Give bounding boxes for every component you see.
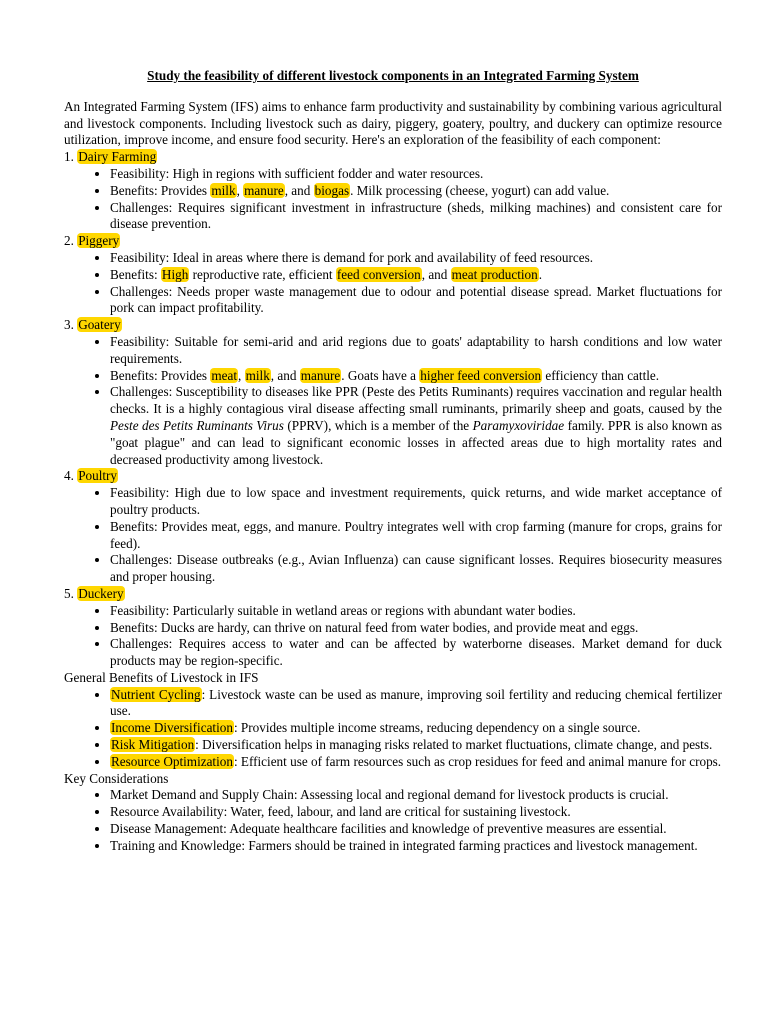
section-title: Piggery xyxy=(78,233,120,249)
bullet-item xyxy=(110,284,722,318)
bullet-item xyxy=(110,737,722,754)
text-run: Benefits: Provides meat, eggs, and manure. Poultry integrates well with crop farming (manure for crops, grains for feed). xyxy=(110,518,722,551)
text-run: Challenges: Requires access to water and can be affected by waterborne diseases. Market demand for duck products may be region-specific. xyxy=(110,636,722,669)
text-run: Benefits: Ducks are hardy, can thrive on natural feed from water bodies, and provide meat and eggs. xyxy=(110,619,639,635)
text-run: , and xyxy=(284,182,314,198)
bullet-item xyxy=(110,485,722,519)
document-title: Study the feasibility of different livestock components in an Integrated Farming System xyxy=(147,68,639,83)
text-run: Resource Availability: Water, feed, labour, and land are critical for sustaining livestock. xyxy=(110,804,571,820)
section-title: Goatery xyxy=(78,317,121,333)
highlighted-term: milk xyxy=(245,367,270,383)
bullet-item xyxy=(110,687,722,721)
bullet-item xyxy=(110,603,722,620)
highlighted-term: manure xyxy=(300,367,341,383)
text-run: Benefits: xyxy=(110,266,161,282)
highlighted-term: Risk Mitigation xyxy=(111,737,195,753)
text-run: family. PPR is also known as "goat plague" and can lead to significant economic losses in affected areas due to high mortality rates and decreased productivity among livestock. xyxy=(110,417,722,467)
text-run: . xyxy=(538,266,543,282)
section-bullet-list xyxy=(64,603,722,670)
section-number: 3. xyxy=(64,317,78,333)
text-run: : Provides multiple income streams, reducing dependency on a single source. xyxy=(233,720,641,736)
text-run: Challenges: Requires significant investment in infrastructure (sheds, milking machines) and consistent care for disease prevention. xyxy=(110,199,722,232)
section-bullet-list xyxy=(64,250,722,317)
section-title: Poultry xyxy=(78,468,118,484)
text-run: Feasibility: High in regions with sufficient fodder and water resources. xyxy=(110,165,484,181)
section-bullet-list xyxy=(64,334,722,468)
text-run: (PPRV), which is a member of the xyxy=(283,417,473,433)
section-number: 5. xyxy=(64,585,78,601)
text-run: Market Demand and Supply Chain: Assessing local and regional demand for livestock products is crucial. xyxy=(110,787,669,803)
bullet-item xyxy=(110,821,722,838)
section-number: 2. xyxy=(64,233,78,249)
bullet-item xyxy=(110,368,722,385)
section-heading xyxy=(64,233,722,250)
general-benefits-section xyxy=(64,670,722,771)
bullet-item xyxy=(110,636,722,670)
bullet-item xyxy=(110,552,722,586)
section-title: Duckery xyxy=(78,585,124,601)
text-run: Feasibility: Ideal in areas where there is demand for pork and availability of feed resources. xyxy=(110,249,593,265)
text-run: reproductive rate, efficient xyxy=(189,266,336,282)
italic-term: Peste des Petits Ruminants Virus xyxy=(110,417,284,433)
text-run: : Efficient use of farm resources such as crop residues for feed and animal manure for crops. xyxy=(233,753,722,769)
text-run: , and xyxy=(270,367,300,383)
key-considerations-section xyxy=(64,771,722,855)
highlighted-term: Resource Optimization xyxy=(111,753,233,769)
highlighted-term: biogas xyxy=(314,182,350,198)
general-benefits-heading: General Benefits of Livestock in IFS xyxy=(64,669,259,685)
highlighted-term: High xyxy=(161,266,189,282)
text-run: Benefits: Provides xyxy=(110,367,211,383)
section-heading xyxy=(64,586,722,603)
text-run: . Goats have a xyxy=(341,367,420,383)
intro-paragraph: An Integrated Farming System (IFS) aims to enhance farm productivity and sustainability by combining various agricultural and livestock components. Including livestock such as dairy, piggery, goatery, poultry, and duckery can optimize resource utilization, improve income, and ensure food security. Here's an exploration of the feasibility of each component: xyxy=(64,98,722,148)
bullet-item xyxy=(110,620,722,637)
section-number: 4. xyxy=(64,468,78,484)
bullet-item xyxy=(110,804,722,821)
highlighted-term: higher feed conversion xyxy=(420,367,542,383)
highlighted-term: feed conversion xyxy=(336,266,421,282)
bullet-item xyxy=(110,250,722,267)
bullet-item xyxy=(110,267,722,284)
general-benefits-list xyxy=(64,687,722,771)
bullet-item xyxy=(110,720,722,737)
italic-term: Paramyxoviridae xyxy=(472,417,565,433)
text-run: Disease Management: Adequate healthcare facilities and knowledge of preventive measures are essential. xyxy=(110,821,667,837)
bullet-item xyxy=(110,183,722,200)
highlighted-term: Income Diversification xyxy=(111,720,233,736)
bullet-item xyxy=(110,838,722,855)
section-title: Dairy Farming xyxy=(78,149,157,165)
text-run: : Diversification helps in managing risks related to market fluctuations, climate change, and pests. xyxy=(195,737,713,753)
section-heading xyxy=(64,317,722,334)
highlighted-term: manure xyxy=(244,182,284,198)
section-bullet-list xyxy=(64,485,722,586)
text-run: Training and Knowledge: Farmers should be trained in integrated farming practices and livestock management. xyxy=(110,837,698,853)
highlighted-term: milk xyxy=(211,182,236,198)
text-run: Challenges: Disease outbreaks (e.g., Avian Influenza) can cause significant losses. Requires biosecurity measures and proper housing. xyxy=(110,552,722,585)
bullet-item xyxy=(110,519,722,553)
text-run: , xyxy=(236,182,244,198)
document-page xyxy=(64,68,722,855)
text-run: : Livestock waste can be used as manure, improving soil fertility and reducing chemical fertilizer use. xyxy=(110,686,722,719)
bullet-item xyxy=(110,334,722,368)
section-bullet-list xyxy=(64,166,722,233)
section-heading xyxy=(64,149,722,166)
bullet-item xyxy=(110,754,722,771)
highlighted-term: meat xyxy=(211,367,238,383)
highlighted-term: meat production xyxy=(451,266,538,282)
text-run: Challenges: Susceptibility to diseases like PPR (Peste des Petits Ruminants) requires vaccination and regular health checks. It is a highly contagious viral disease affecting small ruminants, primarily sheep and goats, caused by the xyxy=(110,384,722,417)
bullet-item xyxy=(110,200,722,234)
section-number: 1. xyxy=(64,149,78,165)
text-run: Challenges: Needs proper waste management due to odour and potential disease spread. Market fluctuations for pork can impact profitability. xyxy=(110,283,722,316)
text-run: Feasibility: Particularly suitable in wetland areas or regions with abundant water bodies. xyxy=(110,602,576,618)
key-considerations-list xyxy=(64,787,722,854)
bullet-item xyxy=(110,787,722,804)
text-run: Feasibility: High due to low space and investment requirements, quick returns, and wide market acceptance of poultry products. xyxy=(110,485,722,517)
livestock-sections xyxy=(64,149,722,670)
text-run: , xyxy=(238,367,245,383)
bullet-item xyxy=(110,166,722,183)
text-run: Feasibility: Suitable for semi-arid and arid regions due to goats' adaptability to harsh conditions and low water requirements. xyxy=(110,333,722,366)
section-heading xyxy=(64,468,722,485)
bullet-item xyxy=(110,384,722,468)
highlighted-term: Nutrient Cycling xyxy=(111,686,201,702)
text-run: , and xyxy=(421,266,451,282)
text-run: . Milk processing (cheese, yogurt) can add value. xyxy=(350,182,610,198)
text-run: efficiency than cattle. xyxy=(542,367,660,383)
key-considerations-heading: Key Considerations xyxy=(64,770,169,786)
text-run: Benefits: Provides xyxy=(110,182,211,198)
